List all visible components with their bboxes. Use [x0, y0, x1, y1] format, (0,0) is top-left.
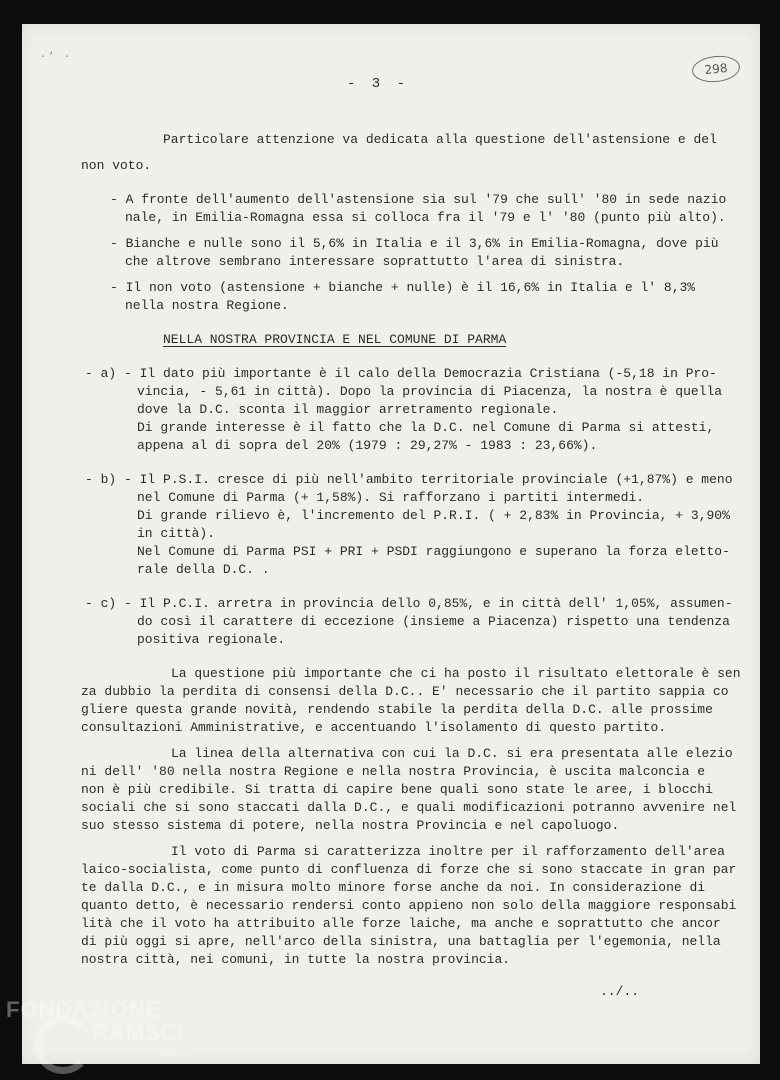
- watermark-g-icon: [34, 1016, 92, 1074]
- text-line: Particolare attenzione va dedicata alla questione dell'astensione e del: [163, 132, 717, 147]
- watermark-line1: FONDAZIONE: [6, 997, 162, 1022]
- text-line: - Bianche e nulle sono il 5,6% in Italia e il 3,6% in Emilia-Romagna, dove più: [110, 236, 719, 251]
- section-heading: NELLA NOSTRA PROVINCIA E NEL COMUNE DI PARMA: [163, 332, 507, 347]
- text-line: - Il non voto (astensione + bianche + nulle) è il 16,6% in Italia e l' 8,3%: [110, 280, 696, 295]
- text-line: appena al di sopra del 20% (1979 : 29,27% - 1983 : 23,66%).: [137, 438, 598, 453]
- text-line: La questione più importante che ci ha posto il risultato elettorale è sen: [171, 666, 741, 681]
- text-line: La linea della alternativa con cui la D.C. si era presentata alle elezio: [171, 746, 733, 761]
- text-line: lità che il voto ha attribuito alle forze laiche, ma anche e soprattutto che ancor: [81, 916, 721, 931]
- text-line: za dubbio la perdita di consensi della D.C.. E' necessario che il partito sappia co: [81, 684, 729, 699]
- text-line: rale della D.C. .: [137, 562, 270, 577]
- text-line: dove la D.C. sconta il maggior arretramento regionale.: [137, 402, 559, 417]
- text-line: suo stesso sistema di potere, nella nostra Provincia e nel capoluogo.: [81, 818, 620, 833]
- archive-stamp: 298: [691, 54, 741, 85]
- page-number: - 3 -: [347, 76, 410, 92]
- text-line: - A fronte dell'aumento dell'astensione sia sul '79 che sull' '80 in sede nazio: [110, 192, 727, 207]
- paper-speckles: ·‘ ·: [40, 52, 73, 63]
- text-line: Di grande interesse è il fatto che la D.C. nel Comune di Parma si attesti,: [137, 420, 715, 435]
- text-line: positiva regionale.: [137, 632, 286, 647]
- text-line: quanto detto, è necessario rendersi conto appieno non solo della maggiore responsabi: [81, 898, 737, 913]
- text-line: laico-socialista, come punto di confluenza di forze che si sono staccate in gran par: [81, 862, 737, 877]
- text-line: nella nostra Regione.: [125, 298, 289, 313]
- text-line: sociali che si sono staccati dalla D.C., e quali modificazioni potranno avvenire nel: [81, 800, 737, 815]
- continuation-mark: ../..: [600, 984, 640, 999]
- document-page: [22, 24, 760, 1064]
- text-line: ni dell' '80 nella nostra Regione e nella nostra Provincia, è uscita malconcia e: [81, 764, 706, 779]
- text-line: di più oggi si apre, nell'arco della sinistra, una battaglia per l'egemonia, nella: [81, 934, 721, 949]
- watermark-line3: onlus: [160, 1048, 187, 1060]
- text-line: do così il carattere di eccezione (insieme a Piacenza) rispetto una tendenza: [137, 614, 730, 629]
- text-line: Il voto di Parma si caratterizza inoltre per il rafforzamento dell'area: [171, 844, 725, 859]
- text-line: nale, in Emilia-Romagna essa si colloca fra il '79 e l' '80 (punto più alto).: [125, 210, 726, 225]
- text-line: - a) - Il dato più importante è il calo della Democrazia Cristiana (-5,18 in Pro-: [85, 366, 717, 381]
- text-line: Di grande rilievo è, l'incremento del P.R.I. ( + 2,83% in Provincia, + 3,90%: [137, 508, 730, 523]
- text-line: Nel Comune di Parma PSI + PRI + PSDI raggiungono e superano la forza eletto-: [137, 544, 730, 559]
- text-line: non è più credibile. Si tratta di capire bene quali sono state le aree, i blocchi: [81, 782, 713, 797]
- text-line: in città).: [137, 526, 216, 541]
- text-line: consultazioni Amministrative, e accentuando l'isolamento di questo partito.: [81, 720, 667, 735]
- text-line: te dalla D.C., e in misura molto minore forse anche da noi. In considerazione di: [81, 880, 706, 895]
- text-line: gliere questa grande novità, rendendo stabile la perdita della D.C. alle prossime: [81, 702, 713, 717]
- text-line: non voto.: [81, 158, 152, 173]
- text-line: nostra città, nei comuni, in tutte la nostra provincia.: [81, 952, 511, 967]
- watermark-line2: RAMSCI: [92, 1020, 185, 1045]
- text-line: che altrove sembrano interessare soprattutto l'area di sinistra.: [125, 254, 625, 269]
- text-line: nel Comune di Parma (+ 1,58%). Si rafforzano i partiti intermedi.: [137, 490, 645, 505]
- text-line: vincia, - 5,61 in città). Dopo la provincia di Piacenza, la nostra è quella: [137, 384, 723, 399]
- text-line: - b) - Il P.S.I. cresce di più nell'ambito territoriale provinciale (+1,87%) e meno: [85, 472, 733, 487]
- text-line: - c) - Il P.C.I. arretra in provincia dello 0,85%, e in città dell' 1,05%, assumen-: [85, 596, 733, 611]
